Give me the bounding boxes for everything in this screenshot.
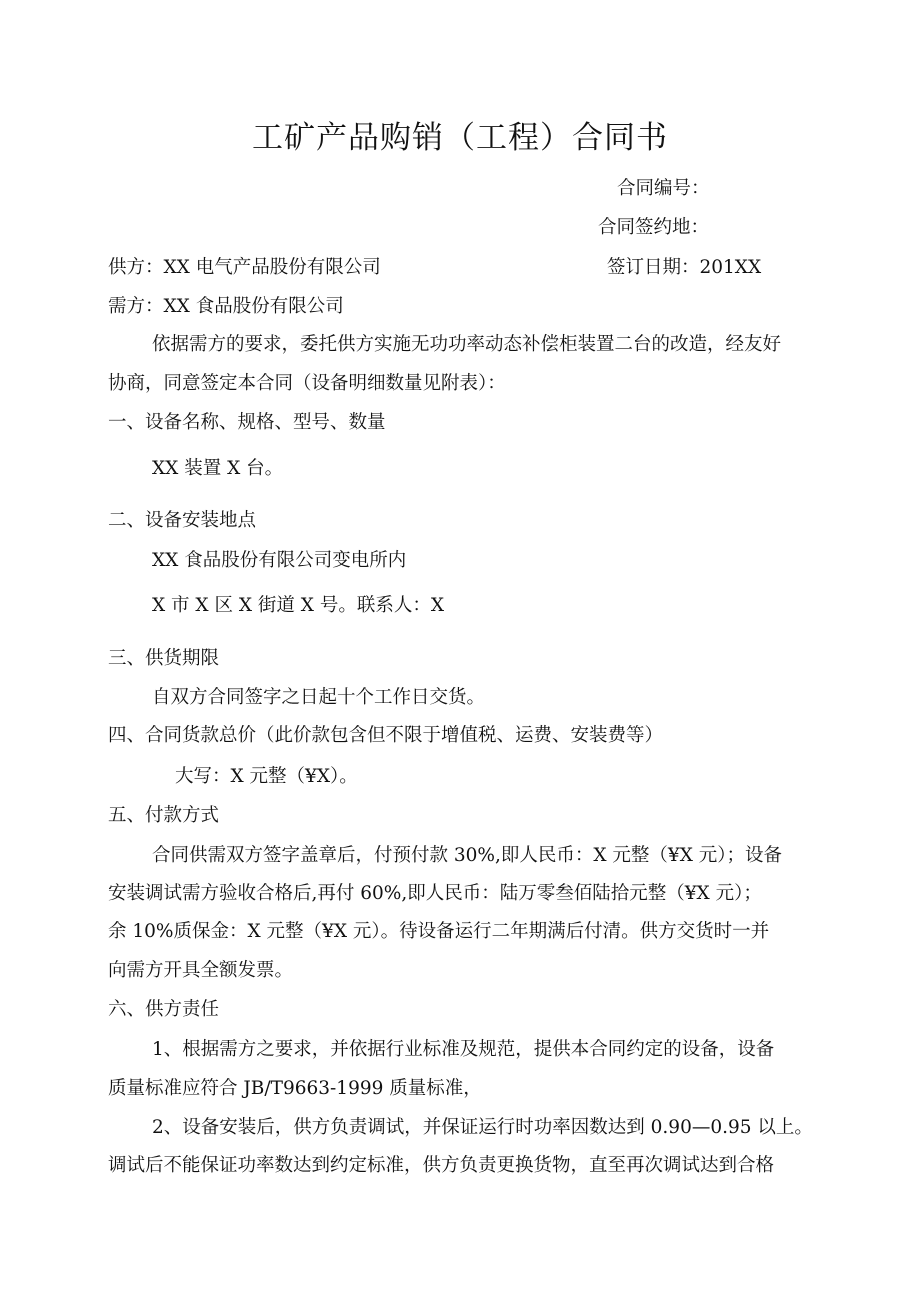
section-2-line-1: XX 食品股份有限公司变电所内 [152,550,407,571]
contract-sign-place-label: 合同签约地： [598,217,710,238]
section-2-heading: 二、设备安装地点 [108,510,257,531]
intro-line-2: 协商，同意签定本合同（设备明细数量见附表）： [108,373,506,394]
section-6-heading: 六、供方责任 [108,999,220,1020]
buyer-line: 需方：XX 食品股份有限公司 [108,296,344,317]
section-2-line-2: X 市 X 区 X 街道 X 号。联系人：X [152,595,445,616]
section-3-content: 自双方合同签字之日起十个工作日交货。 [152,687,486,708]
intro-line-1: 依据需方的要求，委托供方实施无功功率动态补偿柜装置二台的改造，经友好 [152,334,782,355]
section-5-line-1: 合同供需双方签字盖章后，付预付款 30%,即人民币：X 元整（¥X 元）；设备 [152,845,783,866]
section-3-heading: 三、供货期限 [108,648,220,669]
supplier-line: 供方：XX 电气产品股份有限公司 [108,257,381,278]
document-title: 工矿产品购销（工程）合同书 [252,120,668,156]
sign-date: 签订日期：201XX [607,257,762,278]
section-4-heading: 四、合同货款总价（此价款包含但不限于增值税、运费、安装费等） [108,725,664,746]
contract-number-label: 合同编号： [617,178,710,199]
section-5-line-2: 安装调试需方验收合格后,再付 60%,即人民币：陆万零叁佰陆拾元整（¥X 元）； [108,883,762,904]
section-6-item-2-line-1: 2、设备安装后，供方负责调试，并保证运行时功率因数达到 0.90—0.95 以上。 [152,1117,813,1138]
section-6-item-2-line-2: 调试后不能保证功率数达到约定标准，供方负责更换货物，直至再次调试达到合格 [108,1155,775,1176]
section-4-content: 大写：X 元整（¥X）。 [175,766,358,787]
section-5-line-4: 向需方开具全额发票。 [108,960,294,981]
section-1-content: XX 装置 X 台。 [152,458,284,479]
section-5-heading: 五、付款方式 [108,805,220,826]
section-5-line-3: 余 10%质保金：X 元整（¥X 元）。待设备运行二年期满后付清。供方交货时一并 [108,921,770,942]
section-1-heading: 一、设备名称、规格、型号、数量 [108,412,386,433]
section-6-item-1-line-2: 质量标准应符合 JB/T9663-1999 质量标准， [108,1078,482,1099]
section-6-item-1-line-1: 1、根据需方之要求，并依据行业标准及规范，提供本合同约定的设备，设备 [152,1039,775,1060]
